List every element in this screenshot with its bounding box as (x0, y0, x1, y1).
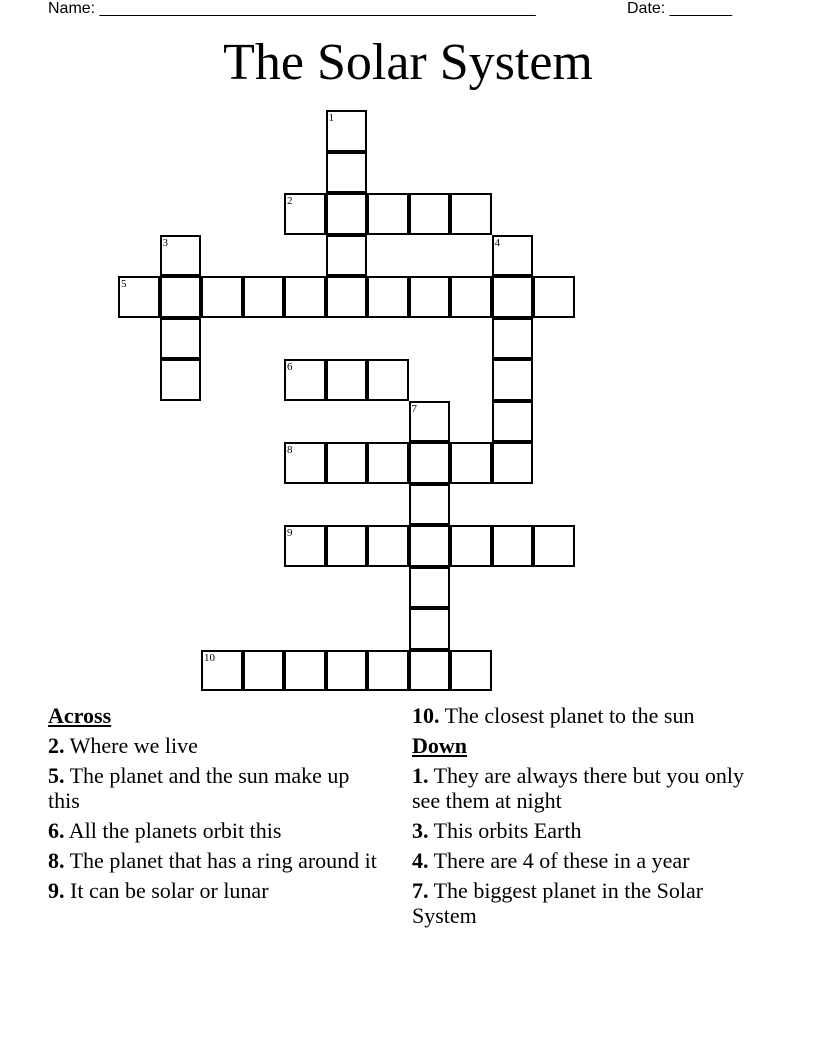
crossword-cell[interactable] (409, 193, 451, 235)
page-title: The Solar System (223, 34, 593, 91)
crossword-cell[interactable] (284, 525, 326, 567)
crossword-cell[interactable] (533, 276, 575, 318)
crossword-cell[interactable] (492, 359, 534, 401)
clue-down-7 (412, 878, 757, 928)
crossword-cell[interactable] (450, 193, 492, 235)
clue-text: It can be solar or lunar (70, 878, 269, 903)
clue-text: The closest planet to the sun (444, 703, 695, 728)
clue-across-6 (48, 818, 378, 843)
crossword-cell[interactable] (201, 650, 243, 692)
crossword-cell[interactable] (492, 401, 534, 443)
clue-number: 3. (412, 818, 429, 843)
crossword-cell[interactable] (367, 650, 409, 692)
crossword-cell[interactable] (492, 318, 534, 360)
clue-text: Where we live (69, 733, 198, 758)
clue-across-2 (48, 733, 378, 758)
crossword-cell[interactable] (326, 110, 368, 152)
crossword-cell[interactable] (450, 442, 492, 484)
crossword-cell[interactable] (326, 525, 368, 567)
clue-text: This orbits Earth (433, 818, 582, 843)
crossword-cell[interactable] (160, 318, 202, 360)
crossword-cell[interactable] (326, 650, 368, 692)
clue-number: 8. (48, 848, 65, 873)
crossword-cell[interactable] (492, 276, 534, 318)
crossword-cell[interactable] (284, 650, 326, 692)
crossword-cell[interactable] (326, 276, 368, 318)
clues-left-column (48, 703, 378, 908)
clue-across-9 (48, 878, 378, 903)
crossword-cell[interactable] (409, 567, 451, 609)
cell-number: 2 (287, 195, 293, 207)
crossword-cell[interactable] (409, 525, 451, 567)
crossword-cell[interactable] (409, 650, 451, 692)
name-field[interactable]: Name: _________________________________________________ (48, 0, 536, 17)
clue-text: The biggest planet in the Solar System (412, 878, 704, 928)
clue-text: The planet and the sun make up this (48, 763, 350, 813)
crossword-cell[interactable] (160, 276, 202, 318)
crossword-cell[interactable] (160, 235, 202, 277)
crossword-cell[interactable] (326, 152, 368, 194)
crossword-cell[interactable] (367, 193, 409, 235)
crossword-cell[interactable] (243, 650, 285, 692)
cell-number: 10 (204, 651, 215, 664)
crossword-cell[interactable] (284, 193, 326, 235)
clue-number: 10. (412, 703, 440, 728)
cell-number: 9 (287, 527, 293, 539)
clue-text: They are always there but you only see them at night (412, 763, 744, 813)
crossword-cell[interactable] (201, 276, 243, 318)
clue-down-1 (412, 763, 757, 813)
clue-across-8 (48, 848, 378, 873)
crossword-cell[interactable] (284, 442, 326, 484)
cell-number: 1 (328, 112, 334, 124)
crossword-cell[interactable] (367, 525, 409, 567)
crossword-cell[interactable] (492, 235, 534, 277)
crossword-cell[interactable] (284, 276, 326, 318)
clue-down-3 (412, 818, 757, 843)
date-field[interactable]: Date: _______ (627, 0, 732, 17)
clue-number: 1. (412, 763, 429, 788)
crossword-cell[interactable] (409, 608, 451, 650)
cell-number: 7 (411, 402, 417, 415)
cell-number: 5 (121, 278, 127, 290)
clue-number: 2. (48, 733, 65, 758)
clues-right-column (412, 703, 757, 933)
cell-number: 8 (287, 444, 293, 456)
crossword-cell[interactable] (160, 359, 202, 401)
crossword-cell[interactable] (367, 442, 409, 484)
crossword-cell[interactable] (326, 193, 368, 235)
crossword-cell[interactable] (326, 442, 368, 484)
crossword-cell[interactable] (326, 235, 368, 277)
clue-across-5 (48, 763, 378, 813)
down-heading: Down (412, 733, 468, 758)
crossword-cell[interactable] (409, 442, 451, 484)
crossword-cell[interactable] (533, 525, 575, 567)
clue-number: 6. (48, 818, 65, 843)
crossword-cell[interactable] (367, 359, 409, 401)
cell-number: 4 (494, 236, 500, 249)
clue-number: 4. (412, 848, 429, 873)
crossword-cell[interactable] (409, 276, 451, 318)
clue-text: All the planets orbit this (68, 818, 282, 843)
crossword-cell[interactable] (284, 359, 326, 401)
clue-across-10 (412, 703, 757, 728)
clue-down-4 (412, 848, 757, 873)
across-heading: Across (48, 703, 112, 728)
crossword-cell[interactable] (326, 359, 368, 401)
crossword-cell[interactable] (367, 276, 409, 318)
cell-number: 6 (287, 361, 293, 373)
crossword-cell[interactable] (450, 525, 492, 567)
clue-number: 9. (48, 878, 65, 903)
crossword-cell[interactable] (118, 276, 160, 318)
clue-text: There are 4 of these in a year (433, 848, 690, 873)
crossword-cell[interactable] (450, 650, 492, 692)
crossword-cell[interactable] (450, 276, 492, 318)
crossword-cell[interactable] (492, 525, 534, 567)
clue-number: 7. (412, 878, 429, 903)
crossword-cell[interactable] (409, 401, 451, 443)
crossword-cell[interactable] (243, 276, 285, 318)
clue-number: 5. (48, 763, 65, 788)
clue-text: The planet that has a ring around it (69, 848, 377, 873)
crossword-cell[interactable] (409, 484, 451, 526)
crossword-cell[interactable] (492, 442, 534, 484)
cell-number: 3 (162, 236, 168, 249)
